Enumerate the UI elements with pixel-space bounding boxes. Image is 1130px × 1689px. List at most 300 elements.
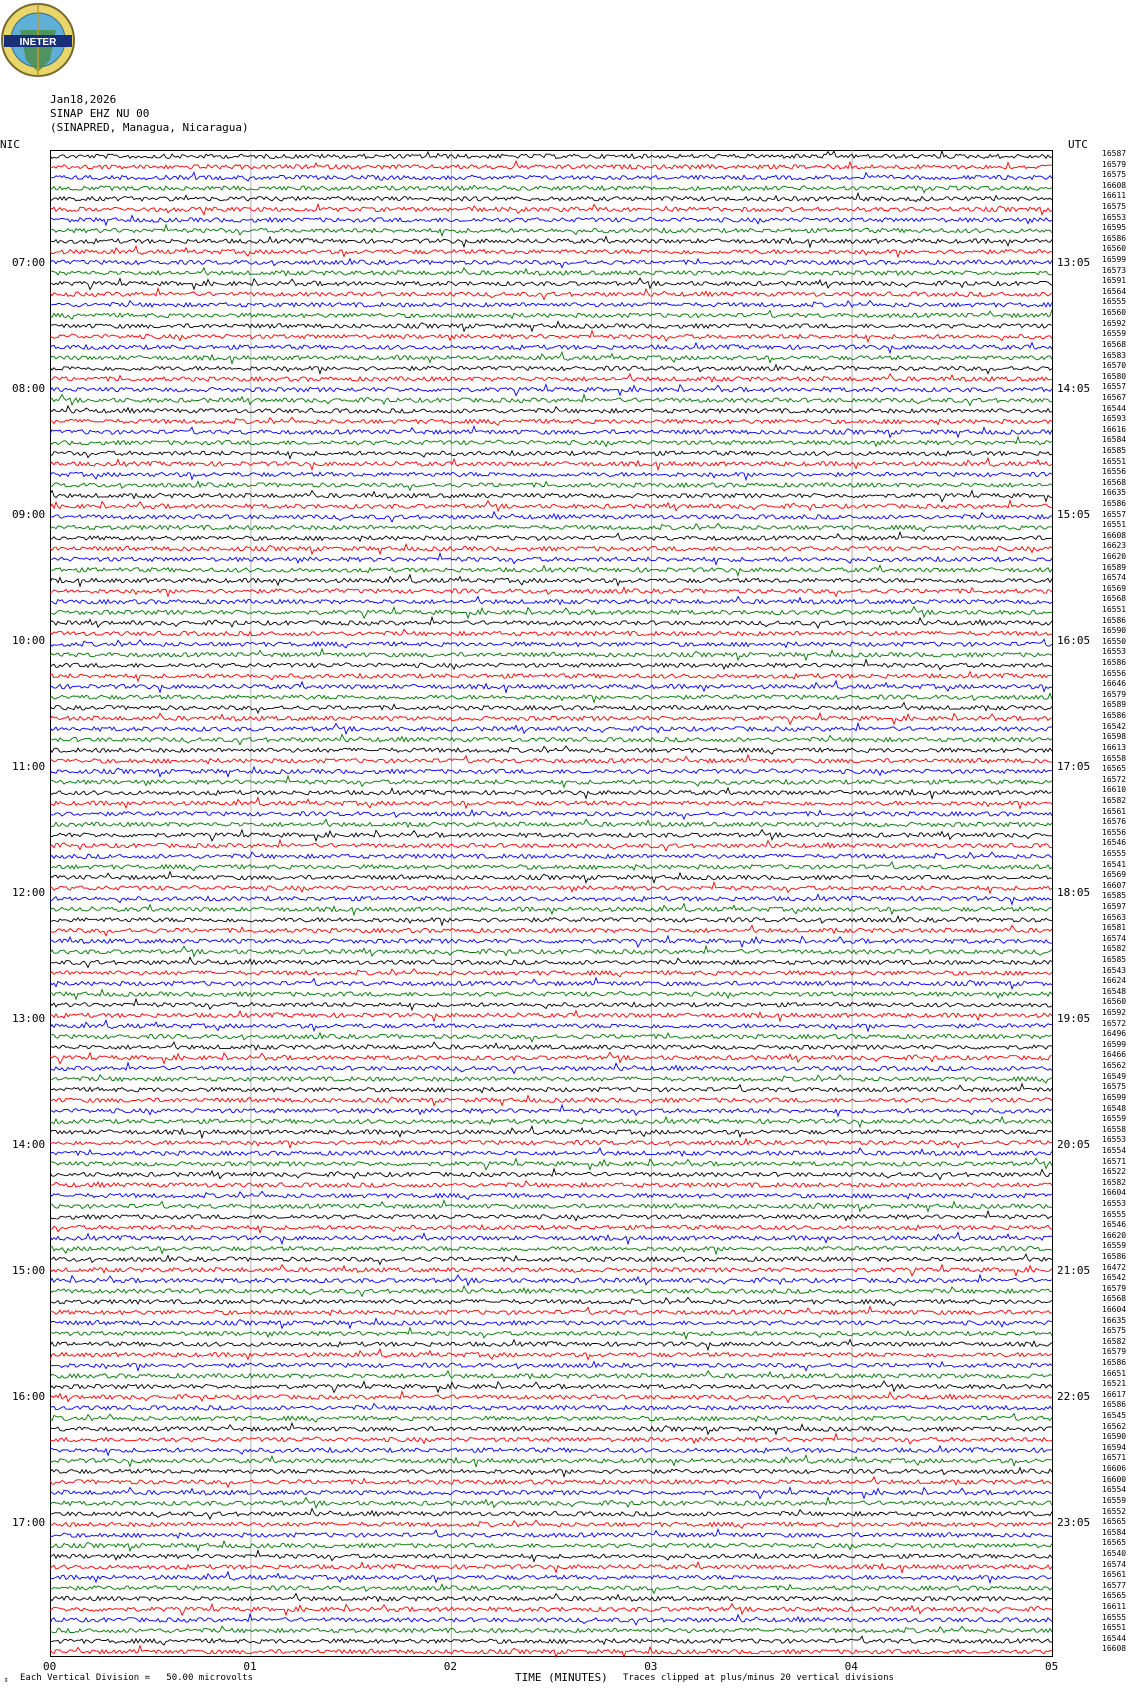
seismic-trace [50, 215, 1052, 225]
seismic-trace [50, 1139, 1052, 1148]
seismic-trace [50, 904, 1052, 916]
trace-value: 16544 [1102, 403, 1127, 413]
seismic-trace [50, 852, 1052, 858]
trace-value: 16579 [1102, 1347, 1127, 1357]
trace-value: 16611 [1102, 191, 1127, 201]
x-axis-label: TIME (MINUTES) [515, 1671, 608, 1684]
seismic-trace [50, 1191, 1052, 1199]
right-time-label: 23:05 [1057, 1516, 1091, 1529]
trace-value: 16554 [1102, 1145, 1127, 1155]
seismic-trace [50, 916, 1052, 925]
trace-value: 16569 [1102, 583, 1127, 593]
trace-value: 16585 [1102, 891, 1127, 901]
seismic-trace [50, 1614, 1052, 1625]
trace-value: 16570 [1102, 361, 1127, 371]
trace-value: 16582 [1102, 1177, 1127, 1187]
trace-value: 16586 [1102, 1358, 1127, 1368]
trace-value: 16651 [1102, 1368, 1127, 1378]
seismic-trace [50, 1541, 1052, 1551]
trace-value: 16546 [1102, 838, 1127, 848]
seismic-trace [50, 1254, 1052, 1264]
trace-value: 16587 [1102, 149, 1127, 158]
trace-value: 16555 [1102, 1209, 1127, 1219]
trace-value: 16563 [1102, 912, 1127, 922]
seismic-trace [50, 693, 1052, 702]
seismic-trace [50, 1371, 1052, 1379]
seismic-trace [50, 639, 1052, 648]
left-time-label: 08:00 [12, 382, 46, 395]
seismic-trace [50, 365, 1052, 374]
trace-value: 16646 [1102, 679, 1127, 689]
trace-value: 16565 [1102, 1517, 1127, 1527]
seismic-trace [50, 1117, 1052, 1127]
trace-value: 16546 [1102, 1220, 1127, 1230]
seismic-trace [50, 1404, 1052, 1410]
seismic-trace [50, 193, 1052, 201]
seismic-trace [50, 990, 1052, 1000]
trace-value: 16586 [1102, 498, 1127, 508]
seismic-trace [50, 969, 1052, 977]
seismic-trace [50, 1307, 1052, 1316]
trace-value: 16582 [1102, 1336, 1127, 1346]
trace-value: 16548 [1102, 986, 1127, 996]
trace-value: 16590 [1102, 626, 1127, 636]
seismic-trace [50, 1551, 1052, 1562]
trace-value: 16585 [1102, 955, 1127, 965]
seismic-trace [50, 1275, 1052, 1285]
trace-value: 16553 [1102, 1135, 1127, 1145]
trace-value: 16579 [1102, 159, 1127, 169]
trace-value: 16551 [1102, 1623, 1127, 1633]
trace-value: 16594 [1102, 1442, 1127, 1452]
seismic-trace [50, 1572, 1052, 1583]
right-time-label: 13:05 [1057, 256, 1091, 269]
trace-value: 16582 [1102, 795, 1127, 805]
trace-value: 16521 [1102, 1379, 1127, 1389]
seismic-trace [50, 862, 1052, 871]
x-tick-label: 04 [844, 1660, 858, 1673]
trace-value: 16600 [1102, 1474, 1127, 1484]
seismic-trace [50, 1529, 1052, 1538]
plot-frame [51, 151, 1053, 1657]
seismic-trace [50, 1096, 1052, 1106]
trace-value: 16575 [1102, 1326, 1127, 1336]
seismic-trace [50, 1225, 1052, 1233]
seismic-trace [50, 1488, 1052, 1499]
trace-value: 16554 [1102, 1485, 1127, 1495]
trace-value: 16567 [1102, 392, 1127, 402]
trace-value: 16583 [1102, 350, 1127, 360]
trace-value: 16565 [1102, 764, 1127, 774]
trace-value: 16574 [1102, 933, 1127, 943]
trace-value: 16565 [1102, 1538, 1127, 1548]
seismic-trace [50, 597, 1052, 605]
trace-value: 16579 [1102, 1283, 1127, 1293]
trace-value: 16571 [1102, 1156, 1127, 1166]
seismic-trace [50, 237, 1052, 248]
trace-value: 16551 [1102, 520, 1127, 530]
trace-value: 16593 [1102, 414, 1127, 424]
trace-value: 16553 [1102, 1198, 1127, 1208]
trace-value: 16604 [1102, 1305, 1127, 1314]
seismic-trace [50, 268, 1052, 276]
trace-value: 16595 [1102, 223, 1127, 233]
seismic-trace [50, 501, 1052, 511]
trace-value: 16599 [1102, 1092, 1127, 1102]
trace-value: 16586 [1102, 658, 1127, 668]
trace-value: 16560 [1102, 244, 1127, 254]
trace-value: 16552 [1102, 1506, 1127, 1516]
left-time-label: 12:00 [12, 886, 46, 899]
scale-icon: ⇕ [4, 1675, 9, 1684]
trace-value: 16597 [1102, 902, 1127, 911]
trace-value: 16572 [1102, 774, 1127, 784]
seismic-trace [50, 767, 1052, 777]
seismic-trace [50, 840, 1052, 851]
trace-value: 16551 [1102, 456, 1127, 466]
left-time-label: 17:00 [12, 1516, 46, 1529]
seismic-trace [50, 343, 1052, 353]
trace-value: 16557 [1102, 509, 1127, 519]
trace-value: 16635 [1102, 1315, 1127, 1325]
trace-value: 16559 [1102, 1495, 1127, 1505]
trace-value: 16556 [1102, 467, 1127, 477]
seismic-trace [50, 1148, 1052, 1156]
trace-value: 16573 [1102, 265, 1127, 275]
trace-value: 16558 [1102, 753, 1127, 763]
seismic-trace [50, 352, 1052, 364]
seismic-trace [50, 321, 1052, 331]
trace-value: 16548 [1102, 1103, 1127, 1113]
trace-value: 16551 [1102, 605, 1127, 615]
seismic-trace [50, 1052, 1052, 1063]
left-time-label: 10:00 [12, 634, 46, 647]
seismogram-plot [50, 150, 1104, 1660]
seismic-trace [50, 1247, 1052, 1254]
seismic-trace [50, 417, 1052, 425]
seismic-trace [50, 1604, 1052, 1615]
seismic-trace [50, 544, 1052, 554]
trace-value: 16589 [1102, 700, 1127, 710]
date-label: Jan18,2026 [50, 93, 117, 106]
trace-value: 16556 [1102, 668, 1127, 678]
ineter-logo [0, 0, 80, 82]
trace-value: 16585 [1102, 445, 1127, 455]
seismic-trace [50, 1584, 1052, 1593]
seismic-trace [50, 1562, 1052, 1573]
trace-value: 16586 [1102, 233, 1127, 243]
seismic-trace [50, 999, 1052, 1010]
seismic-trace [50, 788, 1052, 799]
seismic-trace [50, 1084, 1052, 1093]
seismic-trace [50, 288, 1052, 299]
trace-value: 16545 [1102, 1411, 1127, 1421]
left-time-label: 16:00 [12, 1390, 46, 1403]
trace-value: 16590 [1102, 1432, 1127, 1442]
trace-value: 16557 [1102, 382, 1127, 392]
seismic-trace [50, 1286, 1052, 1296]
seismic-trace [50, 703, 1052, 713]
seismic-trace [50, 607, 1052, 618]
trace-value: 16611 [1102, 1601, 1127, 1611]
trace-value: 16579 [1102, 689, 1127, 699]
seismic-trace [50, 1520, 1052, 1528]
trace-value: 16560 [1102, 997, 1127, 1007]
trace-value: 16559 [1102, 1114, 1127, 1124]
trace-value: 16581 [1102, 923, 1127, 933]
trace-value: 16624 [1102, 976, 1127, 986]
seismic-trace [50, 1446, 1052, 1456]
trace-value: 16568 [1102, 594, 1127, 604]
left-zone-label: NIC [0, 138, 20, 151]
seismic-trace [50, 1498, 1052, 1508]
seismic-trace [50, 1468, 1052, 1477]
seismic-trace [50, 172, 1052, 181]
seismic-trace [50, 554, 1052, 565]
trace-value: 16574 [1102, 1559, 1127, 1569]
seismic-trace [50, 301, 1052, 307]
seismic-trace [50, 225, 1052, 236]
seismic-trace [50, 672, 1052, 682]
x-tick-label: 02 [443, 1660, 458, 1673]
seismic-trace [50, 872, 1052, 883]
seismic-trace [50, 523, 1052, 531]
seismic-trace [50, 532, 1052, 541]
logo-text: INETER [19, 37, 57, 48]
seismic-trace [50, 437, 1052, 447]
seismic-trace [50, 1340, 1052, 1350]
seismic-trace [50, 259, 1052, 268]
seismic-trace [50, 185, 1052, 192]
trace-value: 16604 [1102, 1188, 1127, 1198]
trace-value: 16575 [1102, 202, 1127, 212]
trace-value: 16584 [1102, 435, 1127, 445]
trace-value: 16565 [1102, 1591, 1127, 1601]
seismic-trace [50, 331, 1052, 342]
trace-value: 16607 [1102, 880, 1127, 890]
seismic-trace [50, 946, 1052, 957]
seismic-trace [50, 1626, 1052, 1632]
trace-value: 16616 [1102, 424, 1127, 434]
seismic-trace [50, 894, 1052, 904]
seismic-trace [50, 617, 1052, 628]
trace-value: 16466 [1102, 1050, 1127, 1060]
trace-value: 16582 [1102, 944, 1127, 954]
right-time-label: 17:05 [1057, 760, 1091, 773]
trace-value: 16559 [1102, 1241, 1127, 1251]
trace-value: 16620 [1102, 1230, 1127, 1240]
trace-value: 16568 [1102, 1294, 1127, 1304]
seismic-trace [50, 1477, 1052, 1487]
trace-value: 16623 [1102, 541, 1127, 551]
seismic-trace [50, 161, 1052, 169]
seismic-trace [50, 649, 1052, 660]
trace-value: 16553 [1102, 647, 1127, 657]
trace-value: 16610 [1102, 785, 1127, 795]
seismic-trace [50, 755, 1052, 764]
right-time-label: 21:05 [1057, 1264, 1091, 1277]
trace-value: 16542 [1102, 1273, 1127, 1283]
trace-value: 16608 [1102, 1644, 1127, 1654]
seismic-trace [50, 512, 1052, 522]
trace-value: 16591 [1102, 276, 1127, 286]
seismic-trace [50, 1020, 1052, 1031]
trace-value: 16564 [1102, 286, 1127, 296]
trace-value: 16576 [1102, 817, 1127, 827]
trace-value: 16562 [1102, 1421, 1127, 1431]
trace-value: 16575 [1102, 170, 1127, 180]
seismic-trace [50, 1509, 1052, 1519]
seismic-trace [50, 1414, 1052, 1423]
seismic-trace [50, 746, 1052, 754]
trace-value: 16568 [1102, 477, 1127, 487]
x-tick-label: 05 [1045, 1660, 1059, 1673]
scale-label: Each Vertical Division = 50.00 microvolts [20, 1673, 253, 1683]
right-zone-label: UTC [1068, 138, 1088, 151]
left-time-label: 13:00 [12, 1012, 46, 1025]
trace-value: 16555 [1102, 297, 1127, 307]
trace-value: 16569 [1102, 870, 1127, 880]
seismic-trace [50, 1075, 1052, 1083]
seismic-trace [50, 681, 1052, 693]
trace-value: 16617 [1102, 1389, 1127, 1399]
seismic-trace [50, 830, 1052, 841]
seismic-trace [50, 1646, 1052, 1657]
seismic-trace [50, 1381, 1052, 1392]
trace-value: 16586 [1102, 615, 1127, 625]
seismic-trace [50, 776, 1052, 787]
seismic-trace [50, 936, 1052, 947]
trace-value: 16580 [1102, 371, 1127, 381]
trace-value: 16598 [1102, 732, 1127, 742]
right-time-label: 14:05 [1057, 382, 1091, 395]
seismic-trace [50, 810, 1052, 819]
seismic-trace [50, 978, 1052, 989]
station-label: SINAP EHZ NU 00 [50, 107, 150, 120]
trace-value: 16586 [1102, 1251, 1127, 1261]
seismic-trace [50, 798, 1052, 809]
trace-value: 16553 [1102, 212, 1127, 222]
trace-value: 16556 [1102, 827, 1127, 837]
trace-value: 16586 [1102, 1400, 1127, 1410]
seismic-trace [50, 491, 1052, 502]
trace-value: 16572 [1102, 1018, 1127, 1028]
seismic-trace [50, 204, 1052, 215]
trace-value: 16544 [1102, 1633, 1127, 1643]
seismic-trace [50, 1434, 1052, 1444]
left-time-label: 09:00 [12, 508, 46, 521]
seismic-trace [50, 1362, 1052, 1371]
trace-value: 16561 [1102, 1570, 1127, 1580]
seismic-trace [50, 587, 1052, 596]
trace-value: 16586 [1102, 711, 1127, 721]
left-time-label: 15:00 [12, 1264, 46, 1277]
seismic-trace [50, 819, 1052, 827]
seismic-trace [50, 723, 1052, 733]
trace-value: 16635 [1102, 488, 1127, 498]
trace-value: 16584 [1102, 1527, 1127, 1537]
right-time-label: 20:05 [1057, 1138, 1091, 1151]
network-label: (SINAPRED, Managua, Nicaragua) [50, 121, 249, 134]
seismic-trace [50, 1232, 1052, 1244]
trace-value: 16592 [1102, 318, 1127, 328]
trace-value: 16606 [1102, 1464, 1127, 1474]
left-time-label: 11:00 [12, 760, 46, 773]
right-time-label: 15:05 [1057, 508, 1091, 521]
seismic-trace [50, 406, 1052, 413]
trace-value: 16522 [1102, 1167, 1127, 1177]
seismic-trace [50, 1126, 1052, 1138]
trace-value: 16620 [1102, 552, 1127, 561]
x-tick-label: 01 [243, 1660, 257, 1673]
seismic-trace [50, 1181, 1052, 1187]
trace-value: 16574 [1102, 573, 1127, 583]
seismic-trace [50, 1636, 1052, 1645]
left-time-label: 07:00 [12, 256, 46, 269]
trace-value: 16599 [1102, 1039, 1127, 1049]
left-time-label: 14:00 [12, 1138, 46, 1151]
x-tick-label: 03 [644, 1660, 658, 1673]
seismic-trace [50, 472, 1052, 479]
seismic-trace [50, 374, 1052, 382]
seismic-trace [50, 1200, 1052, 1211]
trace-value: 16555 [1102, 1612, 1127, 1622]
trace-value: 16577 [1102, 1580, 1127, 1590]
seismic-trace [50, 1105, 1052, 1116]
seismic-trace [50, 1328, 1052, 1339]
seismic-trace [50, 1158, 1052, 1169]
trace-value: 16540 [1102, 1548, 1127, 1558]
seismic-trace [50, 310, 1052, 320]
right-time-label: 22:05 [1057, 1390, 1091, 1403]
trace-value: 16575 [1102, 1082, 1127, 1092]
trace-value: 16608 [1102, 530, 1127, 540]
seismic-trace [50, 713, 1052, 724]
seismic-trace [50, 565, 1052, 575]
seismic-trace [50, 451, 1052, 459]
trace-value: 16613 [1102, 742, 1127, 752]
seismic-trace [50, 882, 1052, 893]
trace-value: 16560 [1102, 308, 1127, 318]
trace-value: 16543 [1102, 965, 1127, 975]
seismic-trace [50, 925, 1052, 935]
seismic-trace [50, 481, 1052, 490]
right-time-label: 18:05 [1057, 886, 1091, 899]
x-tick-label: 00 [43, 1660, 57, 1673]
seismic-trace [50, 957, 1052, 967]
trace-value: 16562 [1102, 1061, 1127, 1071]
trace-value: 16555 [1102, 848, 1127, 858]
seismic-trace [50, 1011, 1052, 1022]
trace-value: 16549 [1102, 1071, 1127, 1081]
seismic-trace [50, 246, 1052, 257]
trace-value: 16550 [1102, 636, 1127, 646]
seismic-trace [50, 278, 1052, 289]
trace-value: 16542 [1102, 721, 1127, 731]
trace-value: 16496 [1102, 1029, 1127, 1039]
seismic-trace [50, 458, 1052, 470]
seismic-trace [50, 385, 1052, 396]
seismic-trace [50, 1594, 1052, 1602]
seismic-trace [50, 1042, 1052, 1050]
right-time-label: 19:05 [1057, 1012, 1091, 1025]
trace-value: 16559 [1102, 329, 1127, 339]
seismic-trace [50, 660, 1052, 670]
seismic-trace [50, 426, 1052, 437]
right-time-label: 16:05 [1057, 634, 1091, 647]
seismic-trace [50, 1033, 1052, 1042]
seismic-trace [50, 1318, 1052, 1328]
